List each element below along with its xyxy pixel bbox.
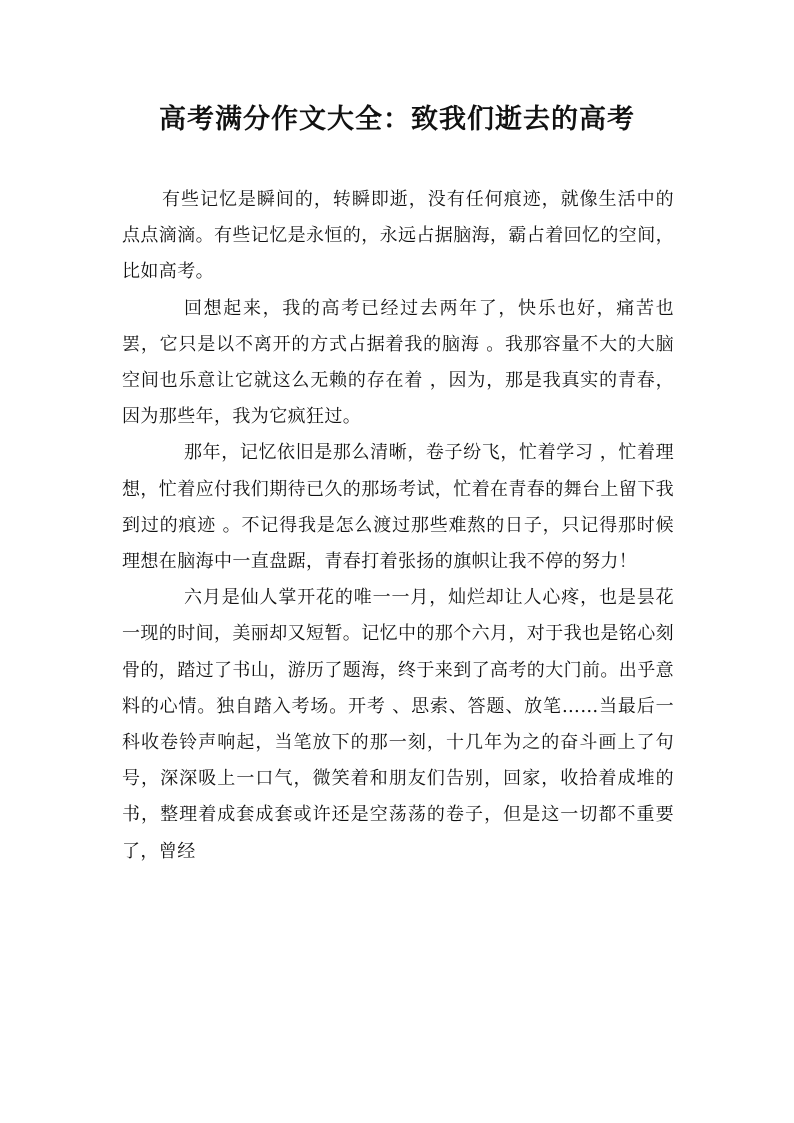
paragraph-2: 回想起来，我的高考已经过去两年了，快乐也好，痛苦也罢，它只是以不离开的方式占据着我的脑海 。我那容量不大的大脑空间也乐意让它就这么无赖的存在着 ，因为，那是我真实的青春，因为那些年，我为它疯狂过。 (122, 297, 674, 428)
paragraph-4: 六月是仙人掌开花的唯一一月，灿烂却让人心疼，也是昙花一现的时间，美丽却又短暂。记忆中的那个六月，对于我也是铭心刻骨的，踏过了书山，游历了题海，终于来到了高考的大门前。出乎意料的心情。独自踏入考场。开考 、思索、答题、放笔……当最后一科收卷铃声响起，当笔放下的那一刻，十几年为之的奋斗画上了句号，深深吸上一口气，微笑着和朋友们告别，回家，收拾着成堆的书，整理着成套成套或许还是空荡荡的卷子，但是这一切都不重要了，曾经 (122, 587, 674, 862)
paragraph-3: 那年，记忆依旧是那么清晰，卷子纷飞，忙着学习 ，忙着理想，忙着应付我们期待已久的那场考试，忙着在青春的舞台上留下我到过的痕迹 。不记得我是怎么渡过那些难熬的日子，只记得那时候理想在脑海中一直盘踞，青春打着张扬的旗帜让我不停的努力！ (122, 442, 674, 573)
document-body (122, 182, 674, 870)
document-title: 高考满分作文大全：致我们逝去的高考 (159, 104, 635, 135)
paragraph-1: 有些记忆是瞬间的，转瞬即逝，没有任何痕迹，就像生活中的点点滴滴。有些记忆是永恒的，永远占据脑海，霸占着回忆的空间，比如高考。 (122, 189, 674, 283)
